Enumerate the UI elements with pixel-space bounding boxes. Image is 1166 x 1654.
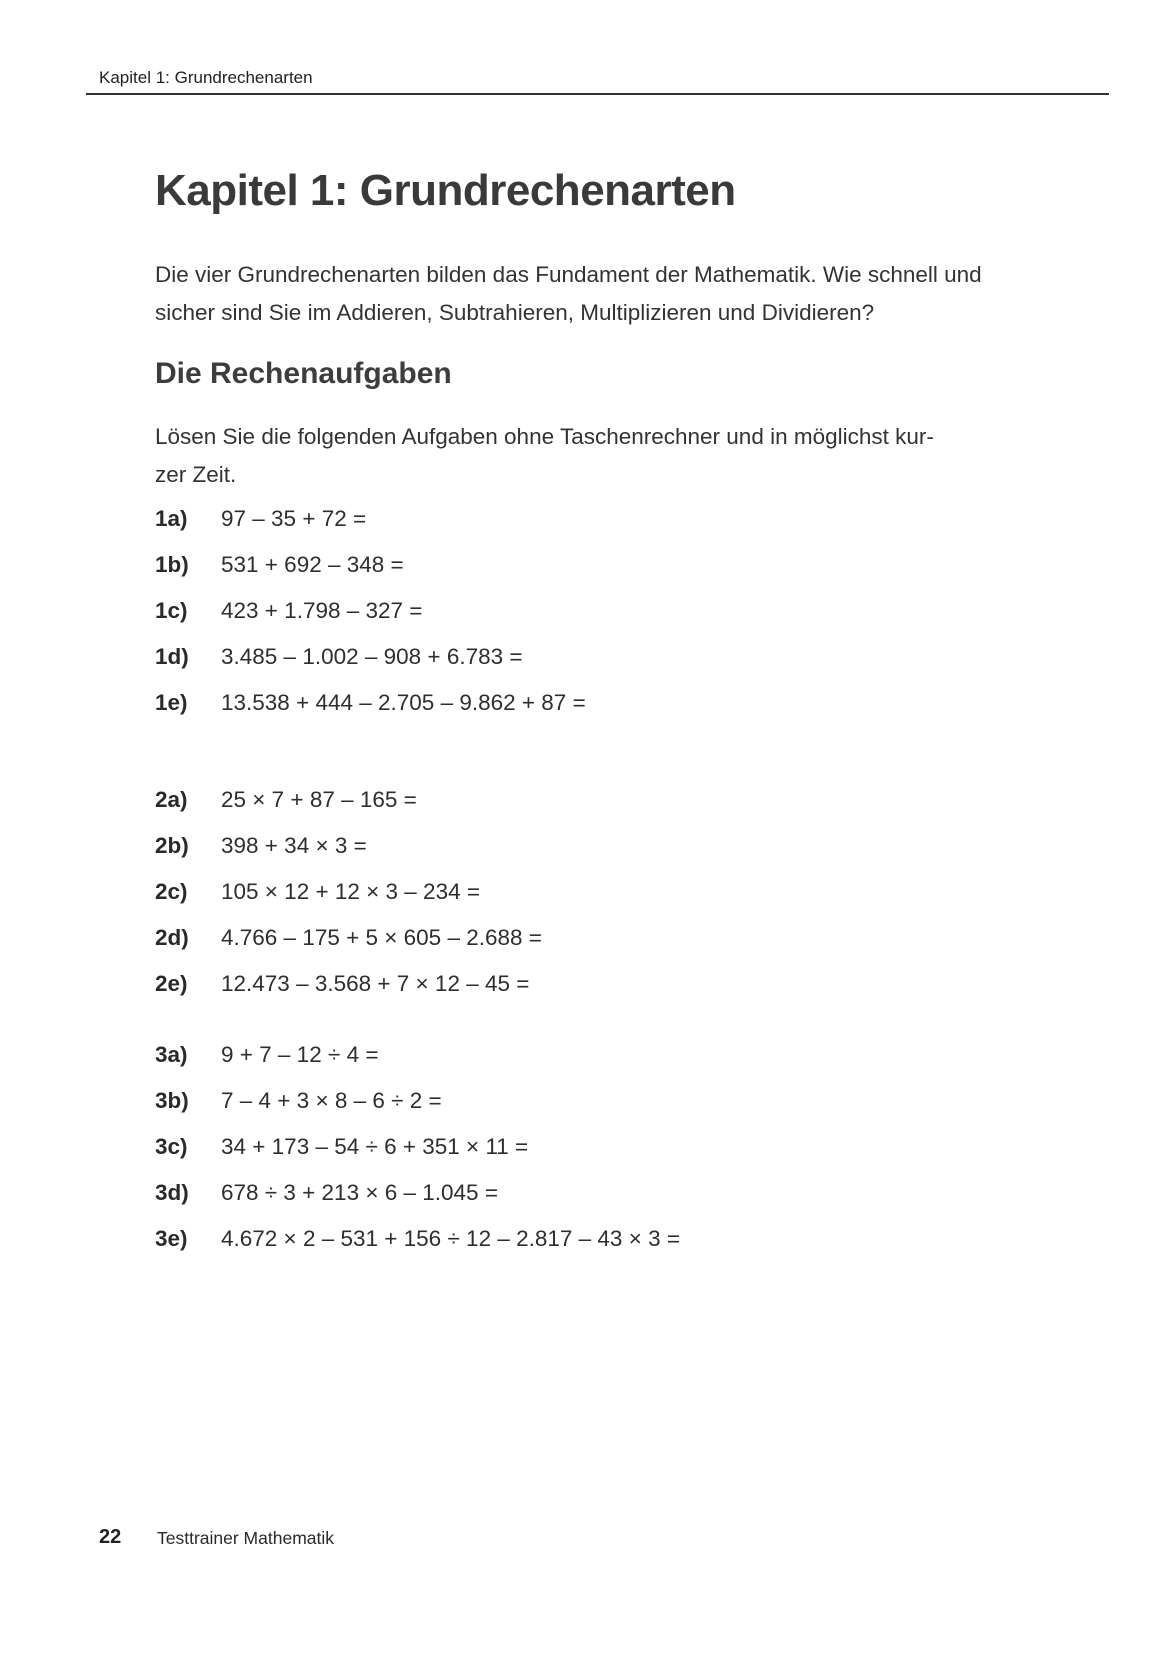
task-1b [155,542,586,588]
task-expression: 105 × 12 + 12 × 3 – 234 = [221,879,480,904]
task-3e [155,1216,680,1262]
task-label: 3c) [155,1134,188,1159]
task-label: 2e) [155,971,188,996]
task-expression: 4.766 – 175 + 5 × 605 – 2.688 = [221,925,542,950]
task-label: 3e) [155,1226,188,1251]
section-title: Die Rechenaufgaben [155,357,452,390]
task-expression: 398 + 34 × 3 = [221,833,367,858]
task-label: 1c) [155,598,188,623]
task-label: 1d) [155,644,189,669]
task-expression: 7 – 4 + 3 × 8 – 6 ÷ 2 = [221,1088,442,1113]
task-group-2 [155,777,542,1007]
task-1e [155,680,586,726]
task-2d [155,915,542,961]
task-1a [155,496,586,542]
task-expression: 97 – 35 + 72 = [221,506,367,531]
book-title: Testtrainer Mathematik [157,1528,335,1548]
task-3d [155,1170,680,1216]
running-head: Kapitel 1: Grundrechenarten [99,68,313,87]
task-2b [155,823,542,869]
task-expression: 4.672 × 2 – 531 + 156 ÷ 12 – 2.817 – 43 × 3 = [221,1226,680,1251]
instructions-paragraph [155,418,1015,494]
task-label: 3b) [155,1088,189,1113]
task-expression: 12.473 – 3.568 + 7 × 12 – 45 = [221,971,530,996]
task-2c [155,869,542,915]
task-group-1 [155,496,586,726]
task-label: 3a) [155,1042,188,1067]
task-1c [155,588,586,634]
task-2a [155,777,542,823]
task-label: 1e) [155,690,188,715]
task-expression: 3.485 – 1.002 – 908 + 6.783 = [221,644,523,669]
task-label: 1b) [155,552,189,577]
task-2e [155,961,542,1007]
task-expression: 9 + 7 – 12 ÷ 4 = [221,1042,379,1067]
instructions-line-1: Lösen Sie die folgenden Aufgaben ohne Taschenrechner und in möglichst kur- [155,424,934,449]
task-3c [155,1124,680,1170]
task-label: 2a) [155,787,188,812]
instructions-line-2: zer Zeit. [155,462,237,487]
task-label: 1a) [155,506,188,531]
task-expression: 13.538 + 444 – 2.705 – 9.862 + 87 = [221,690,586,715]
task-label: 2c) [155,879,188,904]
task-expression: 34 + 173 – 54 ÷ 6 + 351 × 11 = [221,1134,529,1159]
task-3a [155,1032,680,1078]
task-expression: 25 × 7 + 87 – 165 = [221,787,417,812]
task-group-3 [155,1032,680,1262]
task-expression: 678 ÷ 3 + 213 × 6 – 1.045 = [221,1180,498,1205]
task-expression: 531 + 692 – 348 = [221,552,404,577]
task-1d [155,634,586,680]
task-3b [155,1078,680,1124]
intro-paragraph: Die vier Grundrechenarten bilden das Fundament der Mathematik. Wie schnell und sicher sind Sie im Addieren, Subtrahieren, Multiplizieren und Dividieren? [155,262,982,325]
header-rule [86,93,1109,95]
task-label: 2b) [155,833,189,858]
task-expression: 423 + 1.798 – 327 = [221,598,423,623]
task-label: 2d) [155,925,189,950]
page-number: 22 [99,1526,122,1548]
chapter-title: Kapitel 1: Grundrechenarten [155,166,736,215]
task-label: 3d) [155,1180,189,1205]
